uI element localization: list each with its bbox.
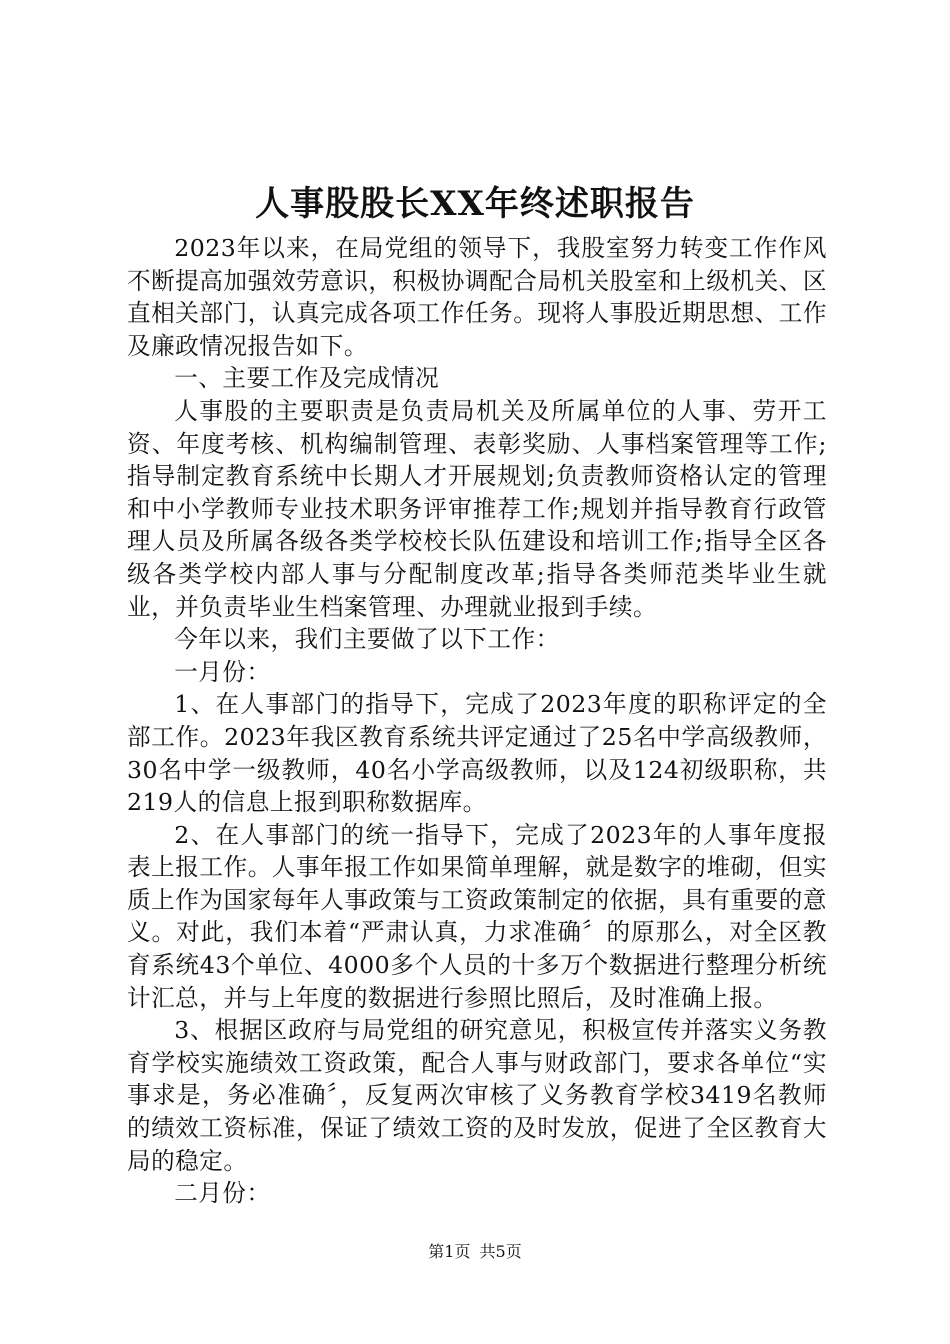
- month-heading-february: 二月份：: [174, 1179, 271, 1208]
- month-heading-january: 一月份：: [174, 657, 271, 686]
- paragraph-duties: 人事股的主要职责是负责局机关及所属单位的人事、劳开工资、年度考核、机构编制管理、表彰奖励、人事档案管理等工作;指导制定教育系统中长期人才开展规划;负责教师资格认定的管理和中小学教师专业技术职务评审推荐工作;规划并指导教育行政管理人员及所属各级各类学校校长队伍建设和培训工作;指导全区各级各类学校内部人事与分配制度改革;指导各类师范类毕业生就业，并负责毕业生档案管理、办理就业报到手续。: [127, 396, 827, 621]
- page-number: 第1页: [428, 1242, 471, 1261]
- paragraph-item-3: 3、根据区政府与局党组的研究意见，积极宣传并落实义务教育学校实施绩效工资政策，配合人事与财政部门，要求各单位“实事求是，务必准确〞，反复两次审核了义务教育学校3419名教师的绩效工资标准，保证了绩效工资的及时发放，促进了全区教育大局的稳定。: [127, 1016, 827, 1175]
- page-footer: [0, 1240, 950, 1264]
- document-title: 人事股股长XX年终述职报告: [255, 184, 695, 224]
- paragraph-work-summary: 今年以来，我们主要做了以下工作：: [174, 625, 560, 654]
- paragraph-item-2: 2、在人事部门的统一指导下，完成了2023年的人事年度报表上报工作。人事年报工作如果简单理解，就是数字的堆砌，但实质上作为国家每年人事政策与工资政策制定的依据，具有重要的意义。对此，我们本着“严肃认真，力求准确〞的原那么，对全区教育系统43个单位、4000多个人员的十多万个数据进行整理分析统计汇总，并与上年度的数据进行参照比照后，及时准确上报。: [127, 820, 827, 1012]
- page-total: 共5页: [479, 1242, 522, 1261]
- paragraph-intro: 2023年以来，在局党组的领导下，我股室努力转变工作作风不断提高加强效劳意识，积极协调配合局机关股室和上级机关、区直相关部门，认真完成各项工作任务。现将人事股近期思想、工作及廉政情况报告如下。: [127, 234, 827, 360]
- document-body: [127, 232, 827, 1210]
- paragraph-item-1: 1、在人事部门的指导下，完成了2023年度的职称评定的全部工作。2023年我区教育系统共评定通过了25名中学高级教师，30名中学一级教师，40名小学高级教师，以及124初级职称，共219人的信息上报到职称数据库。: [127, 690, 827, 817]
- section-heading-main-work: 一、主要工作及完成情况: [174, 364, 440, 393]
